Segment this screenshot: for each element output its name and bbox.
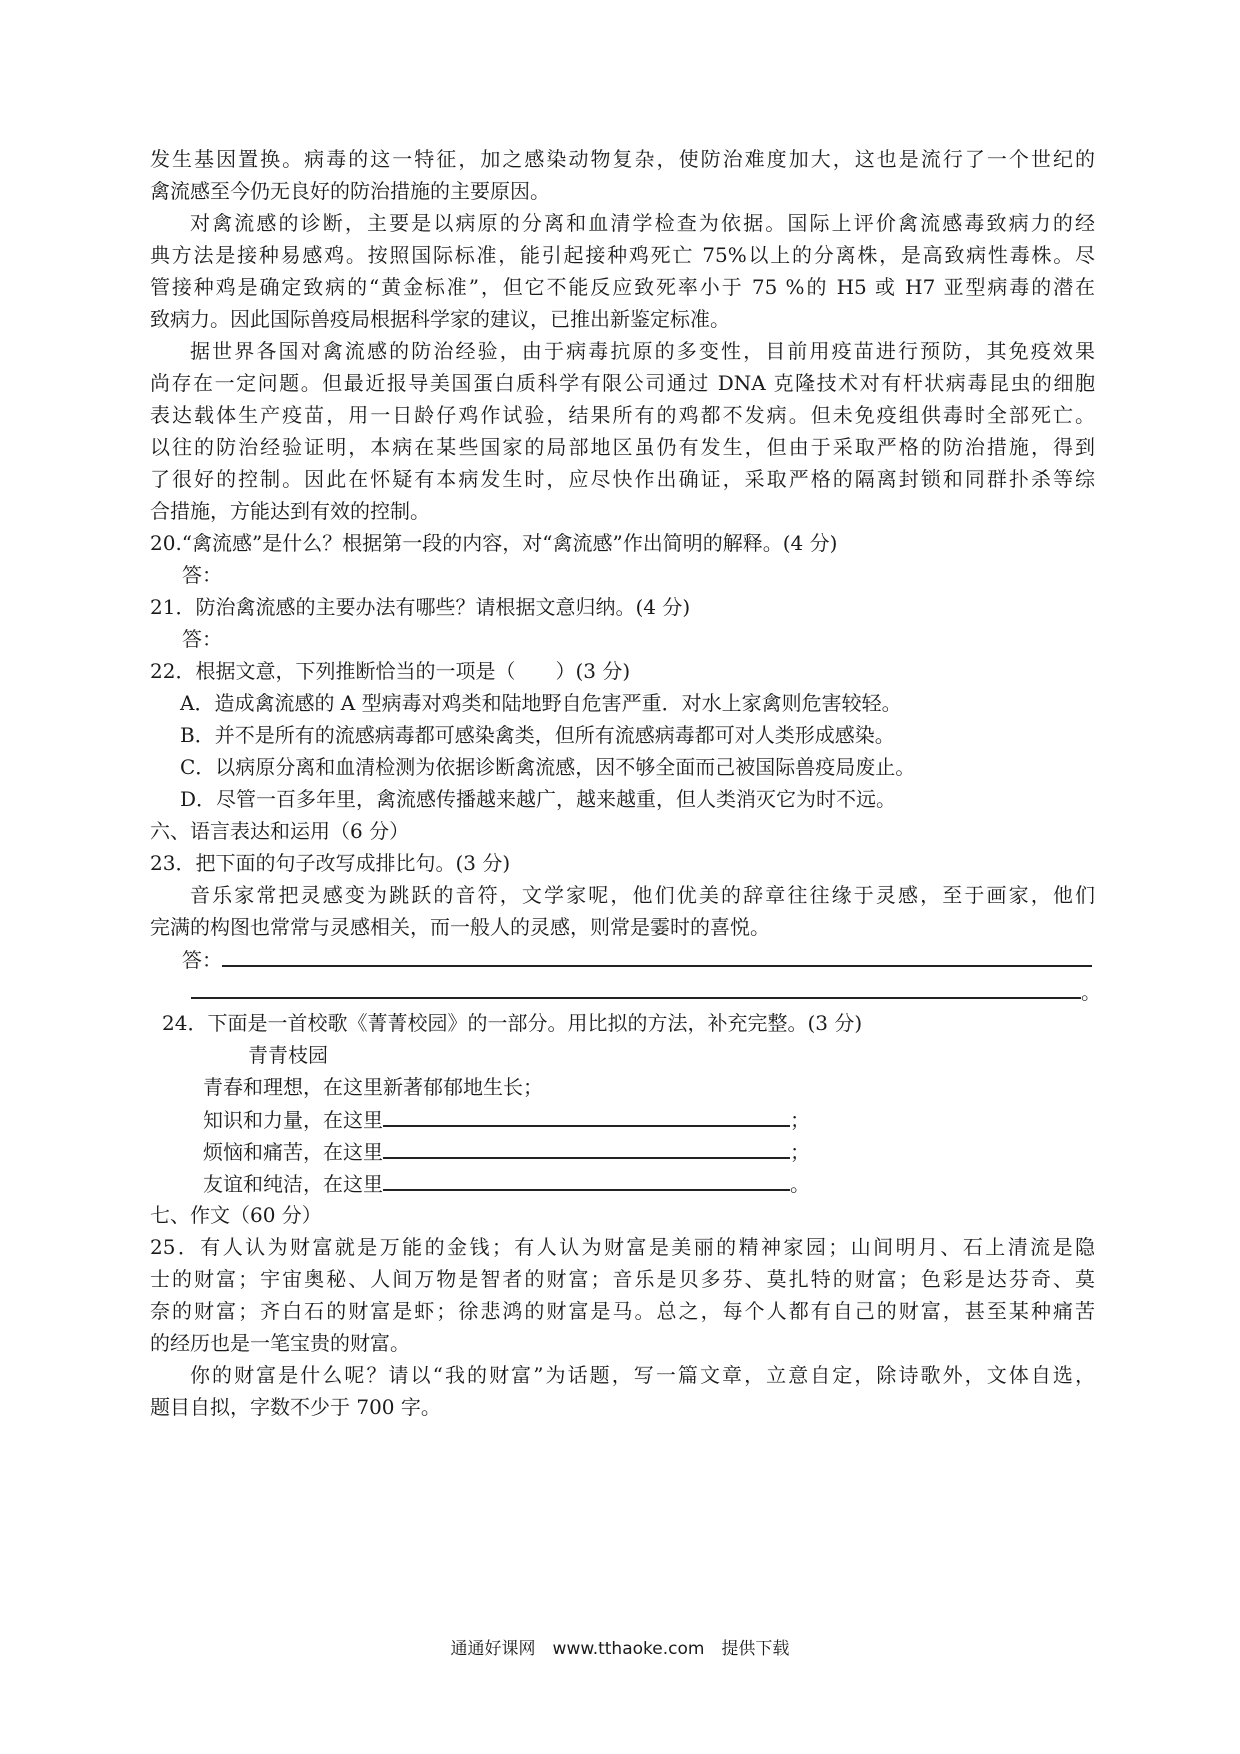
passage-p3-line-5: 了很好的控制。因此在怀疑有本病发生时，应尽快作出确证，采取严格的隔离封锁和同群扑杀等综 xyxy=(150,467,1095,491)
question-23: 23．把下面的句子改写成排比句。(3 分) xyxy=(150,851,511,875)
passage-p3-line-2: 尚存在一定问题。但最近报导美国蛋白质科学有限公司通过 DNA 克隆技术对有杆状病毒昆虫的细胞 xyxy=(150,371,1095,395)
passage-p3-line-3: 表达载体生产疫苗，用一日龄仔鸡作试验，结果所有的鸡都不发病。但未免疫组供毒时全部死亡。 xyxy=(150,403,1095,427)
passage-p1-line-1: 发生基因置换。病毒的这一特征，加之感染动物复杂，使防治难度加大，这也是流行了一个世纪的 xyxy=(150,147,1095,171)
question-23-line-2: 完满的构图也常常与灵感相关，而一般人的灵感，则常是霎时的喜悦。 xyxy=(150,915,770,939)
passage-p3-line-1: 据世界各国对禽流感的防治经验，由于病毒抗原的多变性，目前用疫苗进行预防，其免疫效果 xyxy=(190,339,1095,363)
question-22: 22．根据文意，下列推断恰当的一项是（ ）(3 分) xyxy=(150,659,631,683)
poem-line-2-text: 知识和力量，在这里 xyxy=(203,1108,383,1132)
question-23-line-1: 音乐家常把灵感变为跳跃的音符，文学家呢，他们优美的辞章往往缘于灵感，至于画家，他们 xyxy=(190,883,1095,907)
poem-line-4-text: 友谊和纯洁，在这里 xyxy=(203,1172,383,1196)
question-25-line-1: 25．有人认为财富就是万能的金钱；有人认为财富是美丽的精神家园；山间明月、石上清流是隐 xyxy=(150,1235,1095,1259)
question-25-line-2: 士的财富；宇宙奥秘、人间万物是智者的财富；音乐是贝多芬、莫扎特的财富；色彩是达芬奇、莫 xyxy=(150,1267,1095,1291)
poem-line-1: 青春和理想，在这里新著郁郁地生长； xyxy=(203,1075,543,1099)
poem-line-3-text: 烦恼和痛苦，在这里 xyxy=(203,1140,383,1164)
passage-p3-line-4: 以往的防治经验证明，本病在某些国家的局部地区虽仍有发生，但由于采取严格的防治措施，得到 xyxy=(150,435,1095,459)
passage-p2-line-2: 典方法是接种易感鸡。按照国际标准，能引起接种鸡死亡 75%以上的分离株，是高致病性毒株。尽 xyxy=(150,243,1095,267)
passage-p2-line-3: 管接种鸡是确定致病的“黄金标准”，但它不能反应致死率小于 75 %的 H5 或 H7 亚型病毒的潜在 xyxy=(150,275,1095,299)
question-23-answer-row-2 xyxy=(150,975,1101,1007)
question-25-line-3: 奈的财富；齐白石的财富是虾；徐悲鸿的财富是马。总之，每个人都有自己的财富，甚至某种痛苦 xyxy=(150,1299,1095,1323)
poem-line-4-end: 。 xyxy=(790,1172,810,1196)
question-25-p2-line-1: 你的财富是什么呢？请以“我的财富”为话题，写一篇文章，立意自定，除诗歌外，文体自选， xyxy=(190,1363,1095,1387)
question-21: 21．防治禽流感的主要办法有哪些？请根据文意归纳。(4 分) xyxy=(150,595,691,619)
poem-line-4 xyxy=(150,1167,1095,1199)
question-23-answer-label: 答： xyxy=(182,948,222,972)
question-24: 24．下面是一首校歌《菁菁校园》的一部分。用比拟的方法，补充完整。(3 分) xyxy=(162,1011,863,1035)
question-22-option-c: C．以病原分离和血清检测为依据诊断禽流感，因不够全面而己被国际兽疫局废止。 xyxy=(180,755,916,779)
poem-line-4-blank[interactable] xyxy=(383,1167,790,1191)
question-20: 20.“禽流感”是什么？根据第一段的内容，对“禽流感”作出简明的解释。(4 分) xyxy=(150,531,838,555)
question-23-end-mark: 。 xyxy=(1081,980,1101,1004)
passage-p2-line-1: 对禽流感的诊断，主要是以病原的分离和血清学检查为依据。国际上评价禽流感毒致病力的经 xyxy=(190,211,1095,235)
poem-line-2 xyxy=(150,1103,1095,1135)
page-footer: 通通好课网 www.tthaoke.com 提供下载 xyxy=(450,1639,790,1659)
question-21-answer-label: 答： xyxy=(182,627,222,651)
poem-line-3 xyxy=(150,1135,1095,1167)
poem-title: 青青枝园 xyxy=(248,1043,328,1067)
passage-p2-line-4: 致病力。因此国际兽疫局根据科学家的建议，已推出新鉴定标准。 xyxy=(150,307,730,331)
question-25-line-4: 的经历也是一笔宝贵的财富。 xyxy=(150,1331,410,1355)
exam-page xyxy=(150,143,1101,1423)
section-7-heading: 七、作文（60 分） xyxy=(150,1203,322,1227)
poem-line-3-end: ； xyxy=(790,1140,810,1164)
question-22-option-b: B．并不是所有的流感病毒都可感染禽类，但所有流感病毒都可对人类形成感染。 xyxy=(180,723,895,747)
question-23-answer-blank-2[interactable] xyxy=(191,975,1081,999)
passage-p1-line-2: 禽流感至今仍无良好的防治措施的主要原因。 xyxy=(150,179,550,203)
poem-line-2-blank[interactable] xyxy=(383,1103,790,1127)
poem-line-2-end: ； xyxy=(790,1108,810,1132)
passage-p3-line-6: 合措施，方能达到有效的控制。 xyxy=(150,499,430,523)
question-23-answer-blank-1[interactable] xyxy=(222,943,1092,967)
question-22-option-a: A．造成禽流感的 A 型病毒对鸡类和陆地野自危害严重．对水上家禽则危害较轻。 xyxy=(180,691,902,715)
question-25-p2-line-2: 题目自拟，字数不少于 700 字。 xyxy=(150,1395,441,1419)
question-23-answer-row xyxy=(150,943,1095,975)
question-22-option-d: D．尽管一百多年里，禽流感传播越来越广，越来越重，但人类消灭它为时不远。 xyxy=(180,787,897,811)
question-20-answer-label: 答： xyxy=(182,563,222,587)
poem-line-3-blank[interactable] xyxy=(383,1135,790,1159)
section-6-heading: 六、语言表达和运用（6 分） xyxy=(150,819,410,843)
